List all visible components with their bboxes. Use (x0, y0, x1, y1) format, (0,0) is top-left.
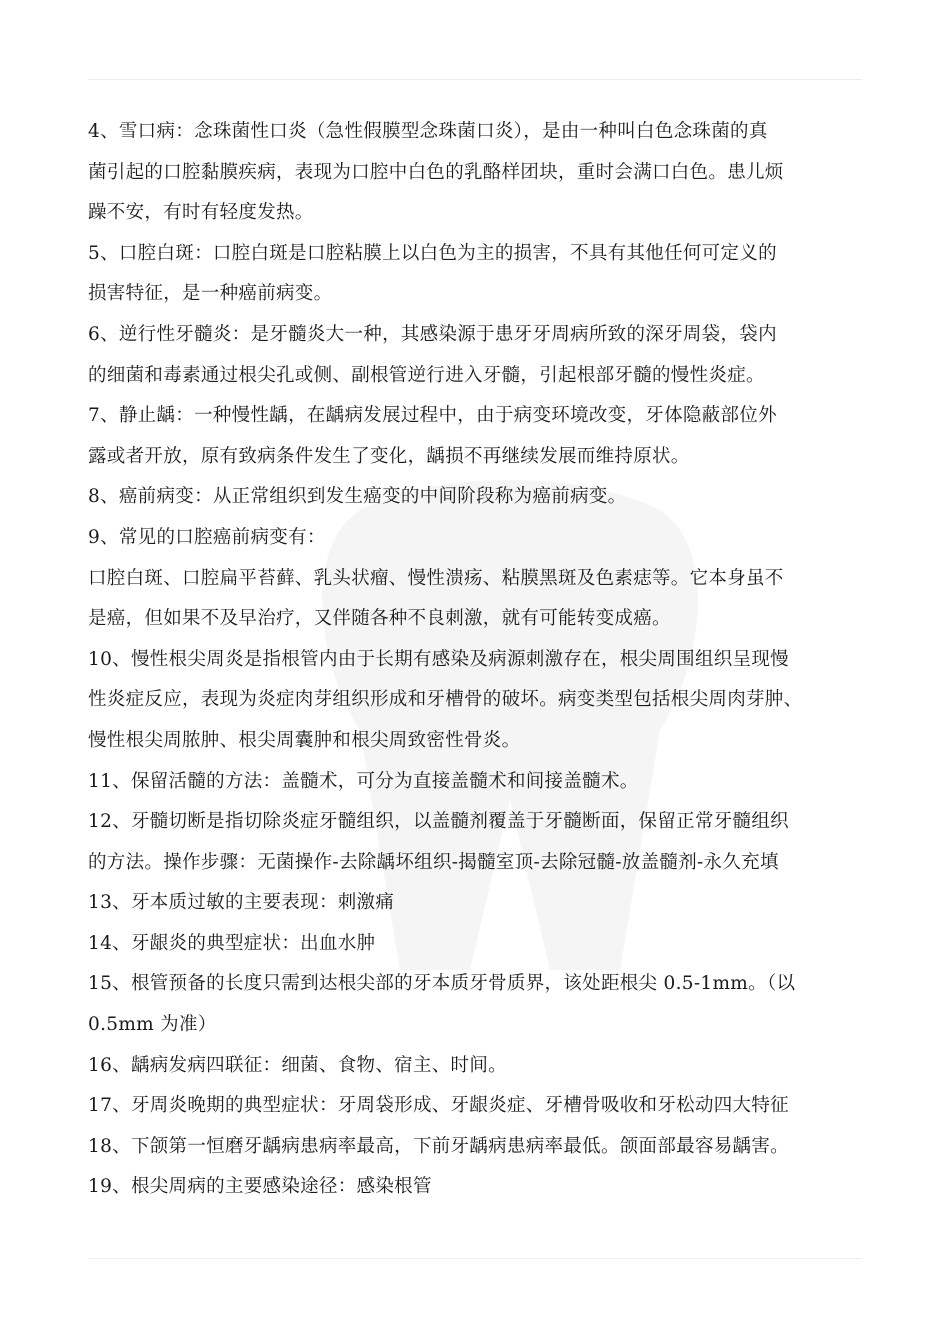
item-19: 19、根尖周病的主要感染途径：感染根管 (88, 1176, 432, 1198)
item-9: 9、常见的口腔癌前病变有： (88, 526, 326, 548)
item-15: 15、根管预备的长度只需到达根尖部的牙本质牙骨质界，该处距根尖 0.5-1mm。（以 0.5mm 为准） (88, 973, 796, 1036)
item-11: 11、保留活髓的方法：盖髓术，可分为直接盖髓术和间接盖髓术。 (88, 770, 639, 792)
item-16: 16、龋病发病四联征：细菌、食物、宿主、时间。 (88, 1054, 507, 1076)
footer-divider (88, 1258, 862, 1259)
item-10: 10、慢性根尖周炎是指根管内由于长期有感染及病源刺激存在，根尖周围组织呈现慢 性炎症反应，表现为炎症肉芽组织形成和牙槽骨的破坏。病变类型包括根尖周肉芽肿、 慢性根尖周脓肿、根尖周囊肿和根尖周致密性骨炎。 (88, 648, 803, 751)
item-13: 13、牙本质过敏的主要表现：刺激痛 (88, 892, 395, 914)
item-8: 8、癌前病变：从正常组织到发生癌变的中间阶段称为癌前病变。 (88, 486, 627, 508)
item-6: 6、逆行性牙髓炎：是牙髓炎大一种，其感染源于患牙牙周病所致的深牙周袋，袋内 的细菌和毒素通过根尖孔或侧、副根管逆行进入牙髓，引起根部牙髓的慢性炎症。 (88, 323, 777, 386)
item-7: 7、静止龋：一种慢性龋，在龋病发展过程中，由于病变环境改变，牙体隐蔽部位外 露或者开放，原有致病条件发生了变化，龋损不再继续发展而维持原状。 (88, 405, 777, 467)
item-5: 5、口腔白斑：口腔白斑是口腔粘膜上以白色为主的损害，不具有其他任何可定义的 损害特征，是一种癌前病变。 (88, 242, 777, 305)
document-body (88, 112, 878, 1208)
item-4: 4、雪口病：念珠菌性口炎（急性假膜型念珠菌口炎），是由一种叫白色念珠菌的真 菌引起的口腔黏膜疾病，表现为口腔中白色的乳酪样团块，重时会满口白色。患儿烦 躁不安，有时有轻度发热。 (88, 121, 784, 224)
item-12: 12、牙髓切断是指切除炎症牙髓组织，以盖髓剂覆盖于牙髓断面，保留正常牙髓组织 的方法。操作步骤：无菌操作-去除龋坏组织-揭髓室顶-去除冠髓-放盖髓剂-永久充填 (88, 811, 789, 873)
header-divider (88, 79, 862, 80)
item-17: 17、牙周炎晚期的典型症状：牙周袋形成、牙龈炎症、牙槽骨吸收和牙松动四大特征 (88, 1095, 789, 1117)
item-18: 18、下颌第一恒磨牙龋病患病率最高，下前牙龋病患病率最低。颌面部最容易龋害。 (88, 1135, 789, 1157)
item-9-detail: 口腔白斑、口腔扁平苔藓、乳头状瘤、慢性溃疡、粘膜黑斑及色素痣等。它本身虽不 是癌，但如果不及早治疗，又伴随各种不良刺激，就有可能转变成癌。 (88, 567, 784, 630)
item-14: 14、牙龈炎的典型症状：出血水肿 (88, 932, 376, 954)
